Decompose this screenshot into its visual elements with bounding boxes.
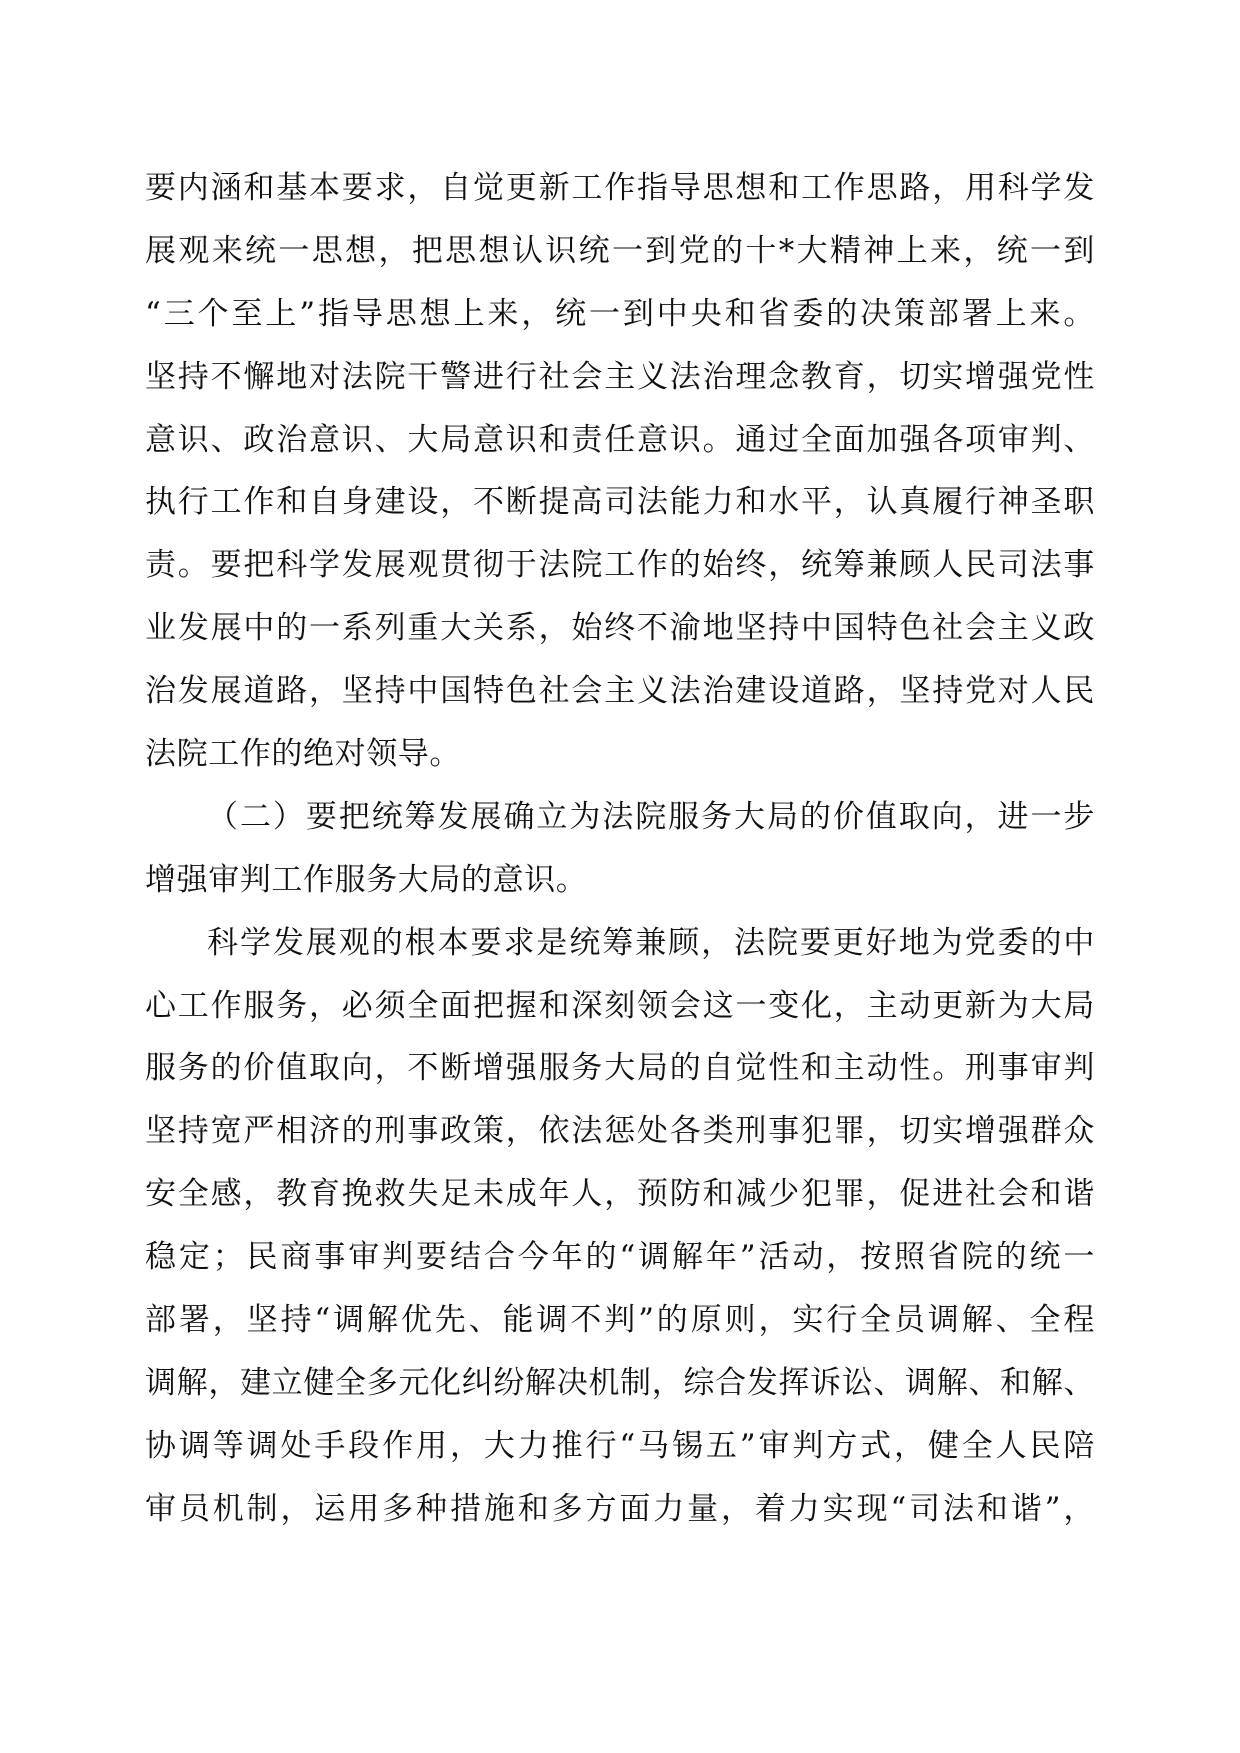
section-heading-line: 增强审判工作服务大局的意识。 xyxy=(145,861,588,898)
text-line: 要内涵和基本要求，自觉更新工作指导思想和工作思路，用科学发 xyxy=(145,170,1095,206)
text-line: 部署，坚持“调解优先、能调不判”的原则，实行全员调解、全程 xyxy=(145,1302,1095,1339)
text-line: 责。要把科学发展观贯彻于法院工作的始终，统筹兼顾人民司法事 xyxy=(145,547,1095,584)
text-line: 协调等调处手段作用，大力推行“马锡五”审判方式，健全人民陪 xyxy=(145,1427,1095,1464)
section-heading-line: （二）要把统筹发展确立为法院服务大局的价值取向，进一步 xyxy=(207,798,1095,835)
text-line: 法院工作的绝对领导。 xyxy=(145,736,461,773)
text-line: 稳定；民商事审判要结合今年的“调解年”活动，按照省院的统一 xyxy=(145,1239,1095,1276)
document-body xyxy=(145,157,1095,1541)
text-line: 调解，建立健全多元化纠纷解决机制，综合发挥诉讼、调解、和解、 xyxy=(145,1364,1095,1401)
text-line: 坚持宽严相济的刑事政策，依法惩处各类刑事犯罪，切实增强群众 xyxy=(145,1113,1095,1150)
text-line: 科学发展观的根本要求是统筹兼顾，法院要更好地为党委的中 xyxy=(207,924,1095,961)
text-line: 业发展中的一系列重大关系，始终不渝地坚持中国特色社会主义政 xyxy=(145,610,1095,647)
text-line: 执行工作和自身建设，不断提高司法能力和水平，认真履行神圣职 xyxy=(145,484,1095,521)
text-line: 意识、政治意识、大局意识和责任意识。通过全面加强各项审判、 xyxy=(145,421,1095,458)
text-line: 审员机制，运用多种措施和多方面力量，着力实现“司法和谐”， xyxy=(145,1490,1095,1527)
text-line: 心工作服务，必须全面把握和深刻领会这一变化，主动更新为大局 xyxy=(145,987,1095,1024)
text-line: 展观来统一思想，把思想认识统一到党的十*大精神上来，统一到 xyxy=(145,232,1095,269)
text-line: 服务的价值取向，不断增强服务大局的自觉性和主动性。刑事审判 xyxy=(145,1050,1095,1087)
text-line: “三个至上”指导思想上来，统一到中央和省委的决策部署上来。 xyxy=(145,295,1095,332)
text-line: 治发展道路，坚持中国特色社会主义法治建设道路，坚持党对人民 xyxy=(145,673,1095,710)
text-line: 安全感，教育挽救失足未成年人，预防和减少犯罪，促进社会和谐 xyxy=(145,1176,1095,1213)
text-line: 坚持不懈地对法院干警进行社会主义法治理念教育，切实增强党性 xyxy=(145,358,1095,395)
